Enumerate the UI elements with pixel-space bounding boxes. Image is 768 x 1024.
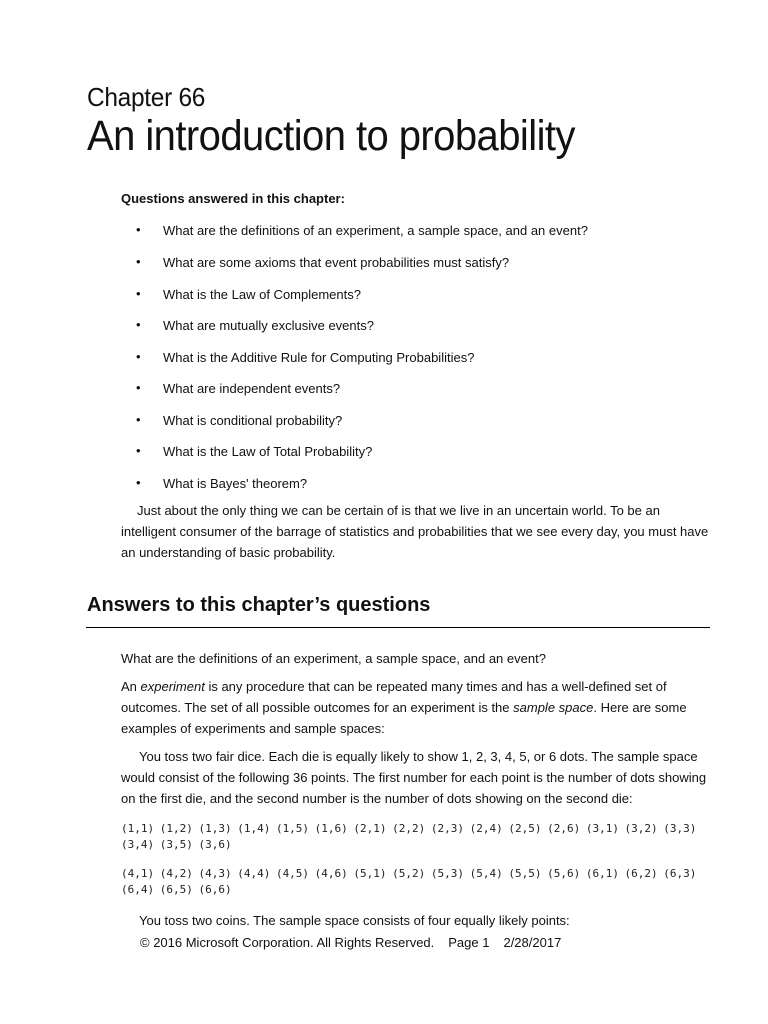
question-item [0, 223, 600, 243]
bullet-icon: • [136, 412, 141, 427]
page-footer [140, 935, 575, 950]
question-restated: What are the definitions of an experiment, a sample space, and an event? [121, 651, 546, 666]
bullet-icon: • [136, 254, 141, 269]
question-text: What are mutually exclusive events? [163, 318, 374, 333]
definition-text: . Here are some examples of experiments and sample spaces: [121, 700, 687, 736]
question-text: What is Bayes' theorem? [163, 476, 308, 491]
question-text: What is the Additive Rule for Computing Probabilities? [163, 350, 475, 365]
chapter-title: An introduction to probability [87, 112, 575, 160]
question-text: What is the Law of Total Probability? [163, 444, 373, 459]
questions-heading: Questions answered in this chapter: [121, 191, 345, 206]
bullet-icon: • [136, 380, 141, 395]
question-text: What is conditional probability? [163, 413, 343, 428]
definition-paragraph [121, 676, 711, 739]
bullet-icon: • [136, 222, 141, 237]
term-experiment: experiment [140, 679, 205, 694]
bullet-icon: • [136, 286, 141, 301]
section-title: Answers to this chapter’s questions [87, 594, 431, 616]
chapter-number: Chapter 66 [87, 82, 206, 112]
intro-paragraph: Just about the only thing we can be certain of is that we live in an uncertain world. To be an intelligent consumer of the barrage of statistics and probabilities that we see every day, you must have an understanding of basic probability. [121, 503, 709, 560]
dice-paragraph: You toss two fair dice. Each die is equally likely to show 1, 2, 3, 4, 5, or 6 dots. The sample space would consist of the following 36 points. The first number for each point is the number of dots showing on the first die, and the second number is the number of dots showing on the second die: [121, 749, 707, 806]
footer-date: 2/28/2017 [503, 935, 562, 950]
question-item [0, 476, 600, 496]
dice-points-line-2: (4,1) (4,2) (4,3) (4,4) (4,5) (4,6) (5,1) (5,2) (5,3) (5,4) (5,5) (5,6) (6,1) (6,2) (6,3) (6,4) (6,5) (6,6) [121, 867, 697, 896]
question-text: What are some axioms that event probabilities must satisfy? [163, 255, 510, 270]
question-item [0, 255, 600, 275]
term-sample-space: sample space [513, 700, 594, 715]
footer-page-number: Page 1 [448, 935, 490, 950]
question-item [0, 381, 600, 401]
question-item [0, 287, 600, 307]
bullet-icon: • [136, 349, 141, 364]
question-item [0, 318, 600, 338]
question-text: What are the definitions of an experiment, a sample space, and an event? [163, 223, 588, 238]
section-divider [86, 627, 710, 628]
question-item [0, 350, 600, 370]
question-text: What is the Law of Complements? [163, 287, 361, 302]
coins-paragraph: You toss two coins. The sample space consists of four equally likely points: [139, 913, 570, 928]
footer-copyright: © 2016 Microsoft Corporation. All Rights Reserved. [140, 935, 435, 950]
question-item [0, 444, 600, 464]
question-text: What are independent events? [163, 381, 341, 396]
bullet-icon: • [136, 475, 141, 490]
bullet-icon: • [136, 443, 141, 458]
dice-points-line-1: (1,1) (1,2) (1,3) (1,4) (1,5) (1,6) (2,1) (2,2) (2,3) (2,4) (2,5) (2,6) (3,1) (3,2) (3,3) (3,4) (3,5) (3,6) [121, 822, 697, 851]
bullet-icon: • [136, 317, 141, 332]
definition-text: An [121, 679, 141, 694]
definition-text: is any procedure that can be repeated many times and has a well-defined set of outcomes. The set of all possible outcomes for an experiment is the [121, 679, 667, 715]
question-item [0, 413, 600, 433]
